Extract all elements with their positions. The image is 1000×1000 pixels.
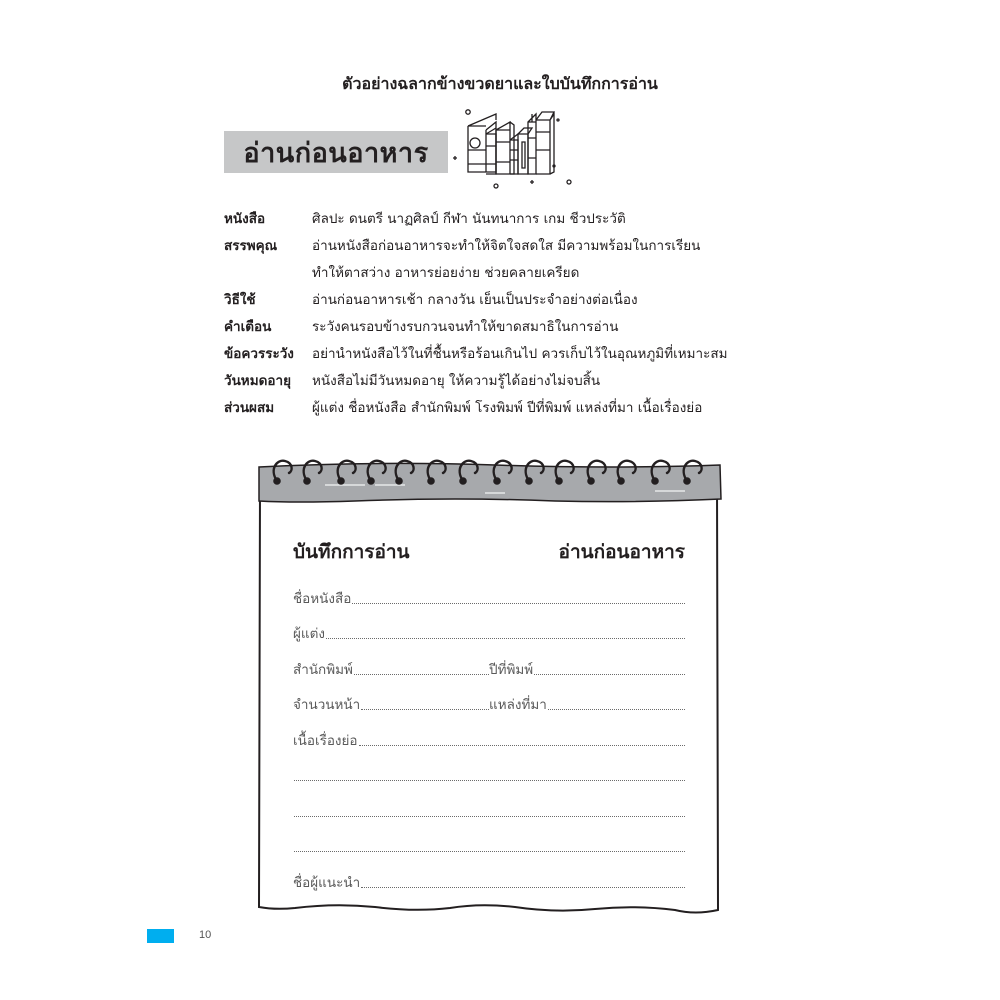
field-label: เนื้อเรื่องย่อ [293,732,358,749]
info-value: ระวังคนรอบข้างรบกวนจนทำให้ขาดสมาธิในการอ่าน [312,319,619,335]
info-value: อ่านก่อนอาหารเช้า กลางวัน เย็นเป็นประจำอย่างต่อเนื่อง [312,292,638,308]
field-book-name[interactable] [293,573,685,609]
notebook-title: บันทึกการอ่าน [293,541,410,563]
info-row-expiry [224,368,784,395]
info-value: อ่านหนังสือก่อนอาหารจะทำให้จิตใจสดใส มีความพร้อมในการเรียน [312,238,701,254]
notebook-subtitle: อ่านก่อนอาหาร [558,541,685,563]
field-summary[interactable] [293,715,685,751]
info-row-usage [224,287,784,314]
section-banner [224,131,448,173]
blank-line[interactable] [352,603,685,604]
field-pages-source [293,680,685,716]
field-label: ชื่อหนังสือ [293,590,352,607]
blank-line[interactable] [361,887,685,888]
field-year[interactable] [489,658,685,680]
field-label: จำนวนหน้า [293,697,361,713]
field-pages[interactable] [293,693,489,715]
info-value: ผู้แต่ง ชื่อหนังสือ สำนักพิมพ์ โรงพิมพ์ ปีที่พิมพ์ แหล่งที่มา เนื้อเรื่องย่อ [312,400,703,416]
info-row-ingredients [224,395,784,422]
field-label: แหล่งที่มา [489,697,547,713]
info-row-book [224,206,784,233]
blank-line[interactable] [354,674,489,675]
page-number: 10 [199,929,212,941]
info-row-benefits-cont [224,260,784,287]
reading-log-fields [293,573,685,893]
field-publisher[interactable] [293,658,489,680]
books-illustration-icon [450,100,590,200]
blank-line[interactable] [294,780,685,781]
field-label: ชื่อผู้แนะนำ [293,874,361,891]
field-label: สำนักพิมพ์ [293,661,353,678]
field-label: ผู้แต่ง [293,626,325,642]
info-row-benefits [224,233,784,260]
info-key: วิธีใช้ [224,292,256,308]
blank-line[interactable] [359,745,685,746]
page-title: ตัวอย่างฉลากข้างขวดยาและใบบันทึกการอ่าน [342,74,658,93]
blank-line[interactable] [294,851,685,852]
blank-line[interactable] [534,674,685,675]
field-source[interactable] [489,693,685,715]
info-key: หนังสือ [224,211,266,227]
notebook-header [293,537,685,567]
field-label: ปีที่พิมพ์ [489,661,534,678]
field-summary-line-2[interactable] [293,751,685,787]
info-value: หนังสือไม่มีวันหมดอายุ ให้ความรู้ได้อย่างไม่จบสิ้น [312,373,601,389]
blank-line[interactable] [294,816,685,817]
blank-line[interactable] [361,709,489,710]
field-recommender[interactable] [293,857,685,893]
banner-label: อ่านก่อนอาหาร [243,137,429,169]
field-summary-line-3[interactable] [293,786,685,822]
info-value: อย่านำหนังสือไว้ในที่ชื้นหรือร้อนเกินไป ควรเก็บไว้ในอุณหภูมิที่เหมาะสม [312,346,728,362]
info-key: วันหมดอายุ [224,373,291,389]
blank-line[interactable] [548,709,685,710]
info-key: ส่วนผสม [224,400,275,416]
page-accent-mark [147,929,174,943]
info-row-caution [224,341,784,368]
info-key [224,260,312,287]
blank-line[interactable] [326,638,685,639]
info-row-warning [224,314,784,341]
info-key: สรรพคุณ [224,238,278,254]
info-value: ศิลปะ ดนตรี นาฏศิลป์ กีฬา นันทนาการ เกม ชีวประวัติ [312,211,626,227]
reading-log-notebook [255,455,725,920]
field-publisher-year [293,644,685,680]
info-value: ทำให้ตาสว่าง อาหารย่อยง่าย ช่วยคลายเครียด [312,265,580,281]
field-summary-line-4[interactable] [293,822,685,858]
info-key: คำเตือน [224,319,272,335]
field-author[interactable] [293,609,685,645]
label-info-table [224,206,784,422]
info-key: ข้อควรระวัง [224,346,294,362]
